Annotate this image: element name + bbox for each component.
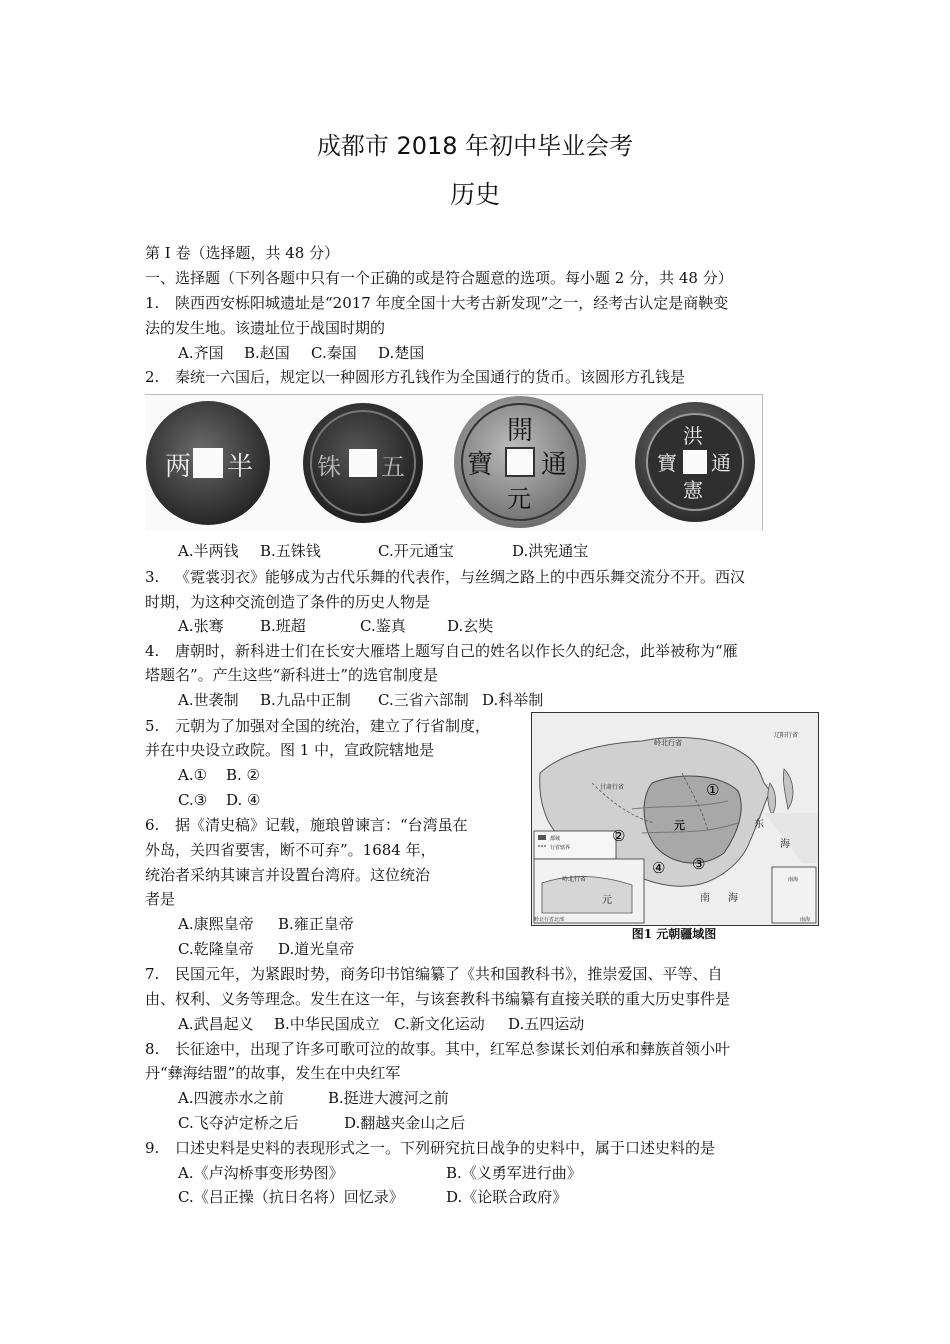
option-d[interactable]: D.洪宪通宝	[512, 542, 589, 560]
map-label: 元	[602, 895, 612, 906]
map-label: 行省辖界	[550, 845, 571, 851]
question-number: 7.	[145, 965, 160, 983]
map-label: 南	[700, 893, 710, 904]
map-label: 海	[728, 893, 738, 904]
map-label: 甘肃行省	[600, 784, 625, 791]
coin-char: 铢	[317, 453, 341, 481]
question-1	[145, 293, 728, 313]
question-text: 由、权利、义务等理念。发生在这一年，与该套教科书编纂有直接关联的重大历史事件是	[145, 990, 731, 1008]
question-text: 口述史料是史料的表现形式之一。下列研究抗日战争的史料中，属于口述史料的是	[175, 1139, 716, 1157]
option-a[interactable]: A.武昌起义	[178, 1015, 254, 1033]
coin-char: 洪	[683, 424, 703, 448]
option-c[interactable]: C.③	[178, 791, 208, 809]
question-3	[145, 567, 745, 587]
question-text: 长征途中，出现了许多可歌可泣的故事。其中，红军总参谋长刘伯承和彝族首领小叶	[175, 1040, 731, 1058]
marker-1: ①	[706, 781, 720, 799]
map-label: 东	[754, 819, 764, 830]
coin-char: 五	[381, 453, 405, 481]
option-c[interactable]: C.开元通宝	[378, 542, 454, 560]
question-text: 统治者采纳其谏言并设置台湾府。这位统治	[145, 866, 431, 884]
option-c[interactable]: C.新文化运动	[394, 1015, 485, 1033]
marker-2: ②	[612, 827, 626, 845]
exam-title: 成都市 2018 年初中毕业会考	[316, 132, 634, 160]
option-b[interactable]: B.雍正皇帝	[278, 915, 354, 933]
option-d[interactable]: D. ④	[226, 791, 261, 809]
option-c[interactable]: C.三省六部制	[378, 691, 469, 709]
marker-3: ③	[692, 855, 706, 873]
question-number: 3.	[145, 568, 160, 586]
question-number: 5.	[145, 717, 160, 735]
question-number: 6.	[145, 816, 160, 834]
question-text: 元朝为了加强对全国的统治，建立了行省制度，	[175, 717, 491, 735]
yuan-dynasty-map	[531, 712, 819, 926]
map-label: 都城	[550, 836, 561, 842]
coin-char: 通	[541, 450, 568, 480]
option-d[interactable]: D.科举制	[482, 691, 544, 709]
map-label: 岭北行省北部	[534, 917, 565, 923]
question-5-options-row1	[178, 765, 260, 785]
question-6-options-row1	[178, 914, 354, 934]
question-text: 丹“彝海结盟”的故事，发生在中央红军	[145, 1064, 401, 1082]
question-text: 据《清史稿》记载，施琅曾谏言：“台湾虽在	[175, 816, 468, 834]
question-2	[145, 367, 685, 387]
coin-char: 两	[165, 452, 192, 482]
option-b[interactable]: B.九品中正制	[260, 691, 351, 709]
option-a[interactable]: A.齐国	[178, 344, 224, 362]
question-2-options	[178, 541, 588, 561]
question-number: 4.	[145, 642, 160, 660]
question-1-options	[178, 343, 424, 363]
option-a[interactable]: A.《卢沟桥事变形势图》	[178, 1164, 344, 1182]
option-a[interactable]: A.世袭制	[178, 691, 239, 709]
question-text: 陕西西安栎阳城遗址是“2017 年度全国十大考古新发现”之一，经考古认定是商鞅变	[175, 294, 729, 312]
question-9-options-row1	[178, 1163, 582, 1183]
option-d[interactable]: D.《论联合政府》	[446, 1188, 568, 1206]
question-text: 唐朝时，新科进士们在长安大雁塔上题写自己的姓名以作长久的纪念，此举被称为“雁	[175, 642, 738, 660]
question-number: 8.	[145, 1040, 160, 1058]
map-label: 海	[780, 839, 790, 850]
option-a[interactable]: A.半两钱	[178, 542, 239, 560]
question-text: 时期，为这种交流创造了条件的历史人物是	[145, 593, 431, 611]
option-a[interactable]: A.①	[178, 766, 208, 784]
option-d[interactable]: D.玄奘	[447, 617, 494, 635]
volume-label: 第 I 卷（选择题，共 48 分）	[145, 244, 340, 262]
question-9-options-row2	[178, 1187, 567, 1207]
coin-banliang	[146, 401, 270, 525]
coin-char: 半	[227, 452, 254, 482]
question-9	[145, 1138, 715, 1158]
question-3-options	[178, 616, 493, 636]
option-b[interactable]: B.赵国	[244, 344, 290, 362]
coin-char: 通	[711, 451, 731, 475]
question-text: 者是	[145, 890, 176, 908]
question-6-options-row2	[178, 939, 354, 959]
option-c[interactable]: C.飞夺泸定桥之后	[178, 1114, 299, 1132]
option-c[interactable]: C.《吕正操（抗日名将）回忆录》	[178, 1188, 404, 1206]
coin-images	[145, 394, 763, 531]
map-label: 岭北行省	[654, 739, 682, 747]
coin-wuzhu	[303, 403, 423, 523]
option-b[interactable]: B.挺进大渡河之前	[328, 1089, 449, 1107]
option-d[interactable]: D.楚国	[378, 344, 425, 362]
question-number: 1.	[145, 294, 160, 312]
question-8-options-row2	[178, 1113, 465, 1133]
option-a[interactable]: A.四渡赤水之前	[178, 1089, 284, 1107]
question-text: 《霓裳羽衣》能够成为古代乐舞的代表作，与丝绸之路上的中西乐舞交流分不开。西汉	[175, 568, 746, 586]
question-5-options-row2	[178, 790, 260, 810]
question-7	[145, 964, 723, 984]
option-c[interactable]: C.乾隆皇帝	[178, 940, 254, 958]
coin-char: 寶	[467, 450, 494, 480]
question-text: 并在中央设立政院。图 1 中，宣政院辖地是	[145, 741, 435, 759]
question-number: 2.	[145, 368, 160, 386]
option-d[interactable]: D.五四运动	[508, 1015, 585, 1033]
coin-hongxian	[635, 402, 755, 522]
option-d[interactable]: D.道光皇帝	[278, 940, 355, 958]
marker-4: ④	[652, 859, 666, 877]
coin-kaiyuan	[454, 396, 586, 528]
question-8-options-row1	[178, 1088, 449, 1108]
section-instructions: 一、选择题（下列各题中只有一个正确的或是符合题意的选项。每小题 2 分，共 48 分）	[145, 269, 733, 287]
question-8	[145, 1039, 730, 1059]
option-b[interactable]: B. ②	[226, 766, 261, 784]
coin-char: 寶	[657, 451, 677, 475]
question-4-options	[178, 690, 543, 710]
option-c[interactable]: C.鉴真	[360, 617, 406, 635]
figure-caption: 图1 元朝疆域图	[631, 927, 717, 941]
map-illustration	[532, 713, 818, 925]
option-c[interactable]: C.秦国	[311, 344, 357, 362]
map-label: 岭北行省	[562, 876, 587, 883]
option-a[interactable]: A.康熙皇帝	[178, 915, 254, 933]
option-d[interactable]: D.翻越夹金山之后	[344, 1114, 466, 1132]
question-4	[145, 641, 738, 661]
question-text: 民国元年，为紧跟时势，商务印书馆编纂了《共和国教科书》，推崇爱国、平等、自	[175, 965, 723, 983]
option-a[interactable]: A.张骞	[178, 617, 224, 635]
question-5	[145, 716, 490, 736]
map-label: 元	[674, 819, 685, 832]
subject-title: 历史	[449, 180, 500, 209]
option-b[interactable]: B.班超	[260, 617, 306, 635]
coin-char: 憲	[683, 478, 703, 502]
coin-char: 元	[507, 485, 531, 513]
coin-char: 開	[507, 416, 534, 446]
question-text: 塔题名”。产生这些“新科进士”的选官制度是	[145, 666, 439, 684]
question-number: 9.	[145, 1139, 160, 1157]
question-text: 外岛，关四省要害，断不可弃”。1684 年，	[145, 841, 436, 859]
option-b[interactable]: B.中华民国成立	[274, 1015, 380, 1033]
question-6	[145, 815, 468, 835]
map-label: 南海	[800, 917, 811, 923]
question-text: 法的发生地。该遗址位于战国时期的	[145, 319, 386, 337]
question-7-options	[178, 1014, 584, 1034]
option-b[interactable]: B.《义勇军进行曲》	[446, 1164, 582, 1182]
map-label: 南海	[788, 877, 799, 883]
option-b[interactable]: B.五铢钱	[260, 542, 321, 560]
question-text: 秦统一六国后，规定以一种圆形方孔钱作为全国通行的货币。该圆形方孔钱是	[175, 368, 686, 386]
map-label: 辽阳行省	[774, 732, 799, 739]
coins-illustration	[145, 395, 762, 531]
